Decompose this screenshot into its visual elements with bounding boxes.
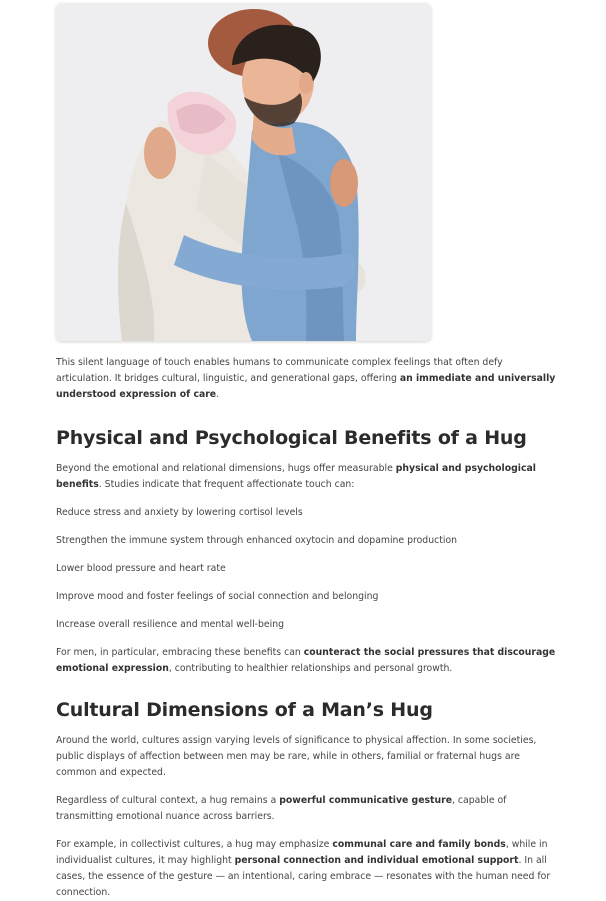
benefit-item: Lower blood pressure and heart rate	[56, 563, 226, 574]
cultural-paragraph-1: Around the world, cultures assign varying levels of significance to physical affection. In some societies, public displays of affection between men may be rare, while in others, familial or fraternal hugs are common and expected.	[56, 735, 537, 778]
men-emphasis: counteract the social pressures that discourage emotional expression	[56, 647, 556, 674]
section-heading-benefits: Physical and Psychological Benefits of a Hug	[56, 427, 527, 449]
intro-text: This silent language of touch enables humans to communicate complex feelings that often defy articulation. It bridges cultural, linguistic, and generational gaps, offering	[56, 357, 503, 384]
intro-emphasis: an immediate and universally understood expression of care	[56, 373, 556, 400]
cultural-paragraph-2	[56, 793, 556, 825]
intro-paragraph	[56, 355, 556, 403]
benefit-item: Reduce stress and anxiety by lowering cortisol levels	[56, 507, 303, 518]
cultural-3-text: For example, in collectivist cultures, a hug may emphasize	[56, 839, 333, 850]
benefits-lead-text: Beyond the emotional and relational dimensions, hugs offer measurable	[56, 463, 396, 474]
cultural-3-emphasis-1: communal care and family bonds	[332, 839, 506, 850]
men-benefits-paragraph	[56, 645, 556, 677]
cultural-2-text: Regardless of cultural context, a hug remains a	[56, 795, 280, 806]
benefit-item: Increase overall resilience and mental well-being	[56, 619, 285, 630]
benefit-item: Strengthen the immune system through enhanced oxytocin and dopamine production	[56, 535, 458, 546]
article	[56, 0, 556, 901]
section-heading-cultural: Cultural Dimensions of a Man’s Hug	[56, 699, 433, 721]
cultural-3-emphasis-2: personal connection and individual emotional support	[234, 855, 519, 866]
cultural-2-text-end: , capable of transmitting emotional nuance across barriers.	[56, 795, 507, 822]
cultural-paragraph-3	[56, 837, 556, 901]
benefit-item: Improve mood and foster feelings of social connection and belonging	[56, 591, 379, 602]
cultural-2-emphasis: powerful communicative gesture	[279, 795, 453, 806]
hug-photo-illustration	[56, 3, 431, 341]
cultural-3-text-middle: , while in individualist cultures, it may highlight	[56, 839, 548, 866]
hero-image	[56, 3, 431, 341]
intro-text-end: .	[216, 389, 220, 400]
benefits-lead-paragraph	[56, 461, 556, 493]
men-text-end: , contributing to healthier relationships and personal growth.	[168, 663, 453, 674]
benefits-lead-text-end: . Studies indicate that frequent affectionate touch can:	[98, 479, 355, 490]
men-text: For men, in particular, embracing these benefits can	[56, 647, 304, 658]
cultural-3-text-end: . In all cases, the essence of the gesture — an intentional, caring embrace — resonates with the human need for connection.	[56, 855, 551, 898]
benefits-lead-emphasis: physical and psychological benefits	[56, 463, 536, 490]
